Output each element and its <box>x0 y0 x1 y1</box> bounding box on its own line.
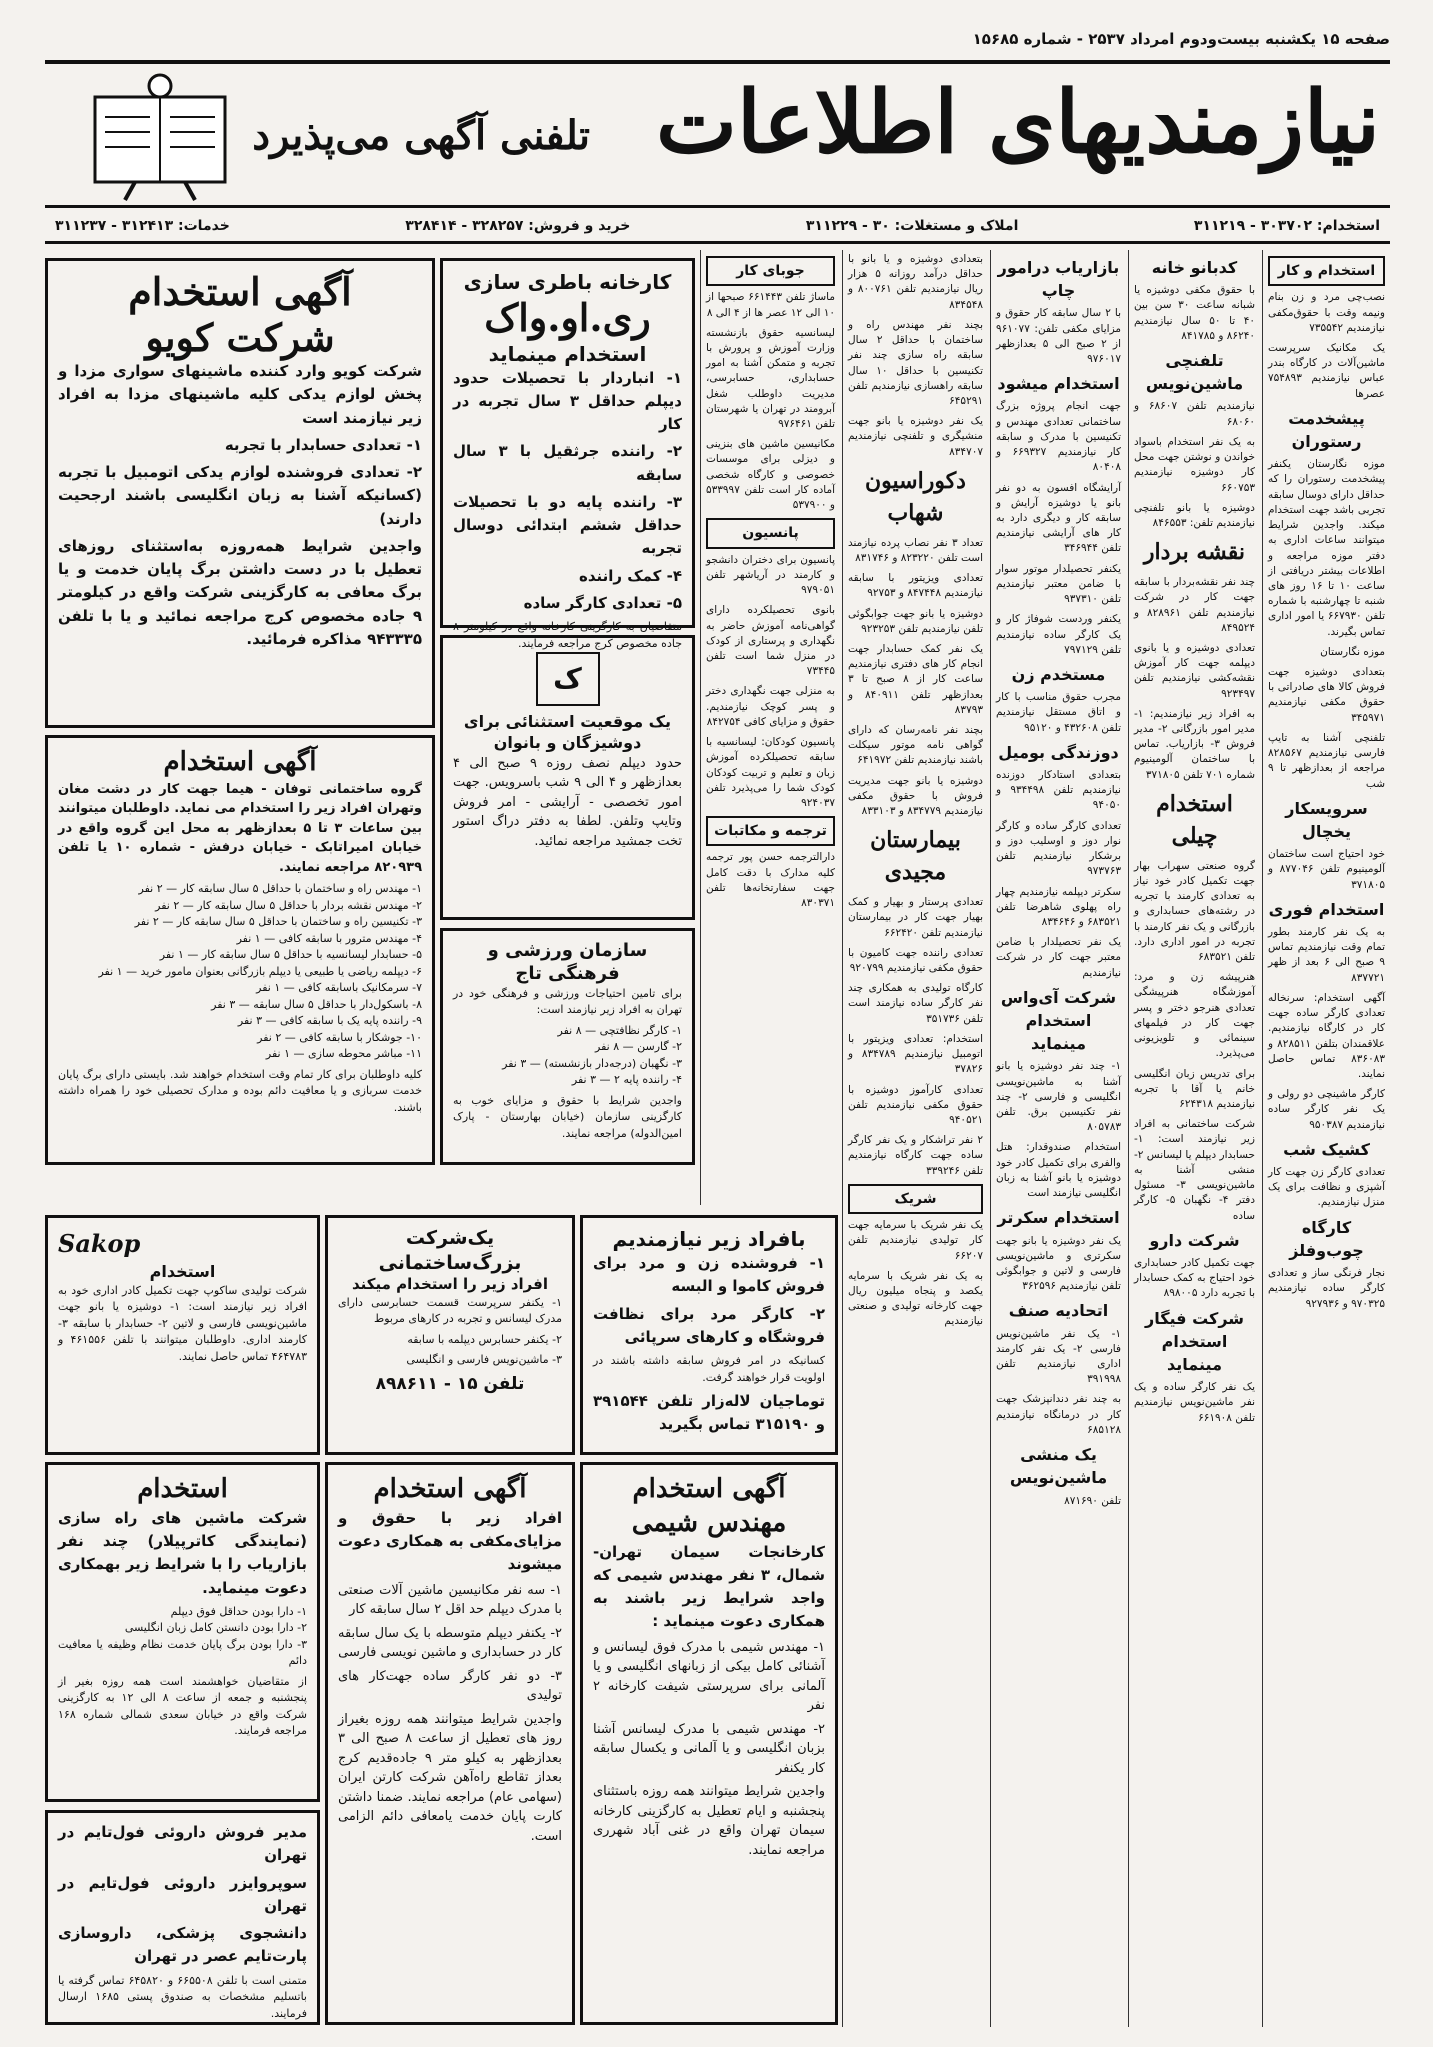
ad-line: ۲- مهندس نقشه بردار با حداقل ۵ سال سابقه کار — ۲ نفر <box>155 898 422 912</box>
classified-heading: تلفنچی ماشین‌نویس <box>1145 351 1244 394</box>
classified-item: تعدادی ویزیتور با سابقه نیازمندیم ۸۴۷۴۴۸ و ۹۲۷۵۳ <box>848 572 983 600</box>
classified-item: بانوی تحصیلکرده دارای گواهی‌نامه آموزش حاضر به نگهداری و پرستاری از کودک در منزل شما است تلفن ۷۳۴۴۵ <box>706 604 835 678</box>
classified-heading: کارگاه چوب‌وفلز <box>1289 1217 1364 1260</box>
ad-line: ۱- کارگر نظافتچی — ۸ نفر <box>557 1023 682 1037</box>
classified-item: کارگر ماشینچی دو رولی و یک نفر کارگر ساده نیازمندیم ۹۵۰۳۸۷ <box>1268 1088 1385 1131</box>
ad-line: ۲- راننده جرثقیل با ۳ سال سابقه <box>453 442 682 484</box>
classified-item: مجرب حقوق مناسب با کار و اتاق مستقل نیازمندیم تلفن ۴۳۲۶۰۸ و ۹۵۱۲۰ <box>996 691 1121 734</box>
ad-line: ۱- دارا بودن حداقل فوق دیپلم <box>170 1604 307 1618</box>
ad-phone: توماجیان لاله‌زار تلفن ۳۹۱۵۴۴ و ۳۱۵۱۹۰ تماس بگیرید <box>593 1392 825 1434</box>
classified-heading: بیمارستان مجیدی <box>870 827 961 886</box>
ad-title: یک‌شرکت بزرگ‌ساختمانی <box>378 1227 522 1274</box>
ad-line: ۱- مهندس شیمی با مدرک فوق لیسانس و آشنائی کامل بیکی از زبانهای انگلیسی و یا آلمانی برای سرپرستی شیفت کارخانه ۲ نفر <box>593 1639 825 1714</box>
classified-item: بتعدادی استادکار دوزنده نیازمندیم تلفن ۹۳۴۴۹۸ و ۹۴۰۵۰ <box>996 768 1121 812</box>
classified-item: موزه نگارستان <box>1320 645 1385 658</box>
issue-line: صفحه ۱۵ یکشنبه بیست‌ودوم امرداد ۲۵۳۷ - شماره ۱۵۶۸۵ <box>972 30 1390 48</box>
ad-note: از متقاضیان خواهشمند است همه روزه بغیر از پنجشنبه و جمعه از ساعت ۸ الی ۱۲ به کارگزینی شرکت واقع در خیابان سعدی شمالی شماره ۱۶۸ مراجعه فرمایند. <box>58 1674 307 1738</box>
classified-item: ۱- چند نفر دوشیزه یا بانو آشنا به ماشین‌نویسی انگلیسی و فارسی ۲- چند نفر تکنیسین برق. تلفن ۸۰۵۷۸۳ <box>996 1060 1121 1134</box>
section-partner: شریک <box>848 1184 983 1214</box>
section-employment: استخدام و کار <box>1268 256 1385 286</box>
classified-item: یک نفر دوشیزه یا بانو جهت منشیگری و تلفنچی نیازمندیم ۸۳۴۷۰۷ <box>848 415 983 458</box>
classified-heading: نقشه بردار <box>1143 539 1246 566</box>
ad-line: ۵- حسابدار لیسانسیه با حداقل ۵ سال سابقه کار — ۱ نفر <box>159 948 422 962</box>
classified-item: آگهی استخدام: سرنخاله تعدادی کارگر ساده جهت کار در کارگاه نیازمندیم. علاقمندان بتلفن ۸۲۸۵۱۱ و ۸۳۶۰۸۳ تماس حاصل نمایند. <box>1268 991 1385 1080</box>
classified-item: موزه نگارستان یکنفر پیشخدمت رستوران را که حداقل دارای دوسال سابقه تجربی باشد جهت استخدام میکند. واجدین شرایط میتوانند ساعات اداری به دفتر موزه مراجعه و اطلاعات بیشتر دریافتی از ساعت ۱۰ تا ۱۶ روز های شنبه تا چهارشنبه با شماره تلفن ۶۶۷۹۳۰ یا امور اداری تماس بگیرند. <box>1268 458 1386 638</box>
classified-item: ماساژ تلفن ۶۶۱۴۴۳ صبحها از ۱۰ الی ۱۲ عصر ها از ۴ الی ۸ <box>706 291 835 319</box>
dasco-logo: ک <box>536 652 600 706</box>
classified-item: پانسیون برای دختران دانشجو و کارمند در آریاشهر تلفن ۹۷۹۰۵۱ <box>706 553 835 597</box>
classified-item: نجار فرنگی ساز و تعدادی کارگر ساده نیازمندیم ۹۷۰۳۲۵ و ۹۲۷۹۳۶ <box>1268 1267 1385 1310</box>
ad-sakop <box>45 1215 320 1455</box>
classified-item: به یک نفر استخدام باسواد خواندن و نوشتن جهت محل کار دوشیزه نیازمندیم ۶۶۰۷۵۳ <box>1134 435 1255 494</box>
ad-line: دانشجوی پزشکی، داروسازی پارت‌تایم عصر در تهران <box>58 1924 307 1966</box>
classified-item: ۱- یک نفر ماشین‌نویس فارسی ۲- یک نفر کارمند اداری نیازمندیم تلفن ۳۹۱۹۹۸ <box>996 1327 1121 1386</box>
classified-item: چند نفر نقشه‌بردار با سابقه جهت کار در شرکت نیازمندیم تلفن ۸۲۸۹۶۱ و ۸۴۹۵۲۴ <box>1134 576 1255 634</box>
phone-realestate: املاک و مستغلات: ۳۰ - ۳۱۱۲۲۹ <box>805 217 1019 234</box>
classified-item: استخدام صندوقدار: هتل والفری برای تکمیل کادر خود دوشیزه یا بانو آشنا به زبان انگلیسی نیازمند است <box>996 1141 1121 1200</box>
classified-item: استخدام: تعدادی ویزیتور با اتومبیل نیازمندیم ۸۳۴۷۸۹ و ۳۷۸۲۶ <box>848 1032 983 1076</box>
ad-line: مدیر فروش داروئی فول‌تایم در تهران <box>58 1823 307 1865</box>
classified-item: تعداد ۳ نفر نصاب پرده نیازمند است تلفن ۸۲۳۲۲۰ و ۸۳۱۷۴۶ <box>848 536 983 564</box>
classified-heading: استخدام سکرتر <box>997 1208 1120 1228</box>
ad-subtitle: استخدام مینماید <box>488 341 647 366</box>
ad-line: ۱۰- جوشکار با سابقه کافی — ۲ نفر <box>257 1030 422 1044</box>
classified-heading: اتحادیه صنف <box>1008 1301 1109 1321</box>
classified-column-2 <box>1128 250 1260 2027</box>
ad-line: سوپروایزر داروئی فول‌تایم در تهران <box>58 1873 307 1915</box>
ad-line: ۳- تکنیسین راه و ساختمان با حداقل ۵ سال سابقه کار — ۲ نفر <box>134 915 422 929</box>
classified-heading: شرکت دارو <box>1149 1230 1240 1250</box>
classified-heading: شرکت فیگار استخدام مینماید <box>1144 1308 1245 1374</box>
classified-item: نیازمندیم تلفن ۶۸۶۰۷ و ۶۸۰۶۰ <box>1134 400 1255 428</box>
section-translation: ترجمه و مکاتبات <box>706 816 835 846</box>
ad-title: آگهی استخدام <box>373 1474 527 1504</box>
ad-title: آگهی استخدام <box>128 269 352 314</box>
ad-line: ۲- کارگر مرد برای نظافت فروشگاه و کارهای سرپائی <box>593 1304 825 1346</box>
ad-line: ۳- دو نفر کارگر ساده جهت‌کار های تولیدی <box>338 1668 562 1704</box>
classified-item: جهت تکمیل کادر حسابداری خود احتیاج به کمک حسابدار با تجربه دارد ۸۹۸۰۰۵ <box>1134 1256 1255 1300</box>
classified-item: پانسیون کودکان: لیسانسیه با سابقه تحصیلکرده آموزش زبان و تعلیم و تربیت کودکان کودک شما را می‌پذیرد تلفن ۹۲۴۰۳۷ <box>706 736 835 809</box>
classified-heading: استخدام میشود <box>997 374 1120 394</box>
ad-line: ۱- تعدادی حسابدار با تجربه <box>224 435 422 454</box>
classified-item: برای تدریس زبان انگلیسی خانم یا آقا با تجربه نیازمندیم ۶۲۴۳۱۸ <box>1134 1067 1255 1110</box>
sakop-logo: Sakop <box>58 1229 141 1258</box>
masthead-subtitle: تلفنی آگهی می‌پذیرد <box>252 112 590 159</box>
section-boarding: پانسیون <box>706 518 835 548</box>
classified-item: کارگاه تولیدی به همکاری چند نفر کارگر ساده نیازمند است تلفن ۳۵۱۷۳۶ <box>848 982 983 1025</box>
classified-item: شرکت ساختمانی به افراد زیر نیازمند است: ۱- حسابدار دیپلم یا لیسانس ۲- منشی آشنا به ماشین‌نویسی ۳- مسئول دفتر ۴- نگهبان ۵- کارگر ساده <box>1134 1118 1256 1222</box>
ad-dasco <box>440 635 695 920</box>
ad-note: واجدین شرایط همه‌روزه به‌استثنای روزهای تعطیل با در دست داشتن برگ پایان خدمت و یا برگ معافی به کارگزینی شرکت واقع در کیلومتر ۹ جاده مخصوص کرج مراجعه نمائید و یا با تلفن ۹۴۳۳۳۵ مذاکره فرمائید. <box>58 536 422 648</box>
ad-taj <box>440 928 695 1165</box>
ad-line: ۲- دارا بودن دانستن کامل زبان انگلیسی <box>124 1621 307 1635</box>
classified-item: با حقوق مکفی دوشیزه یا شبانه ساعت ۳۰ سن بین ۴۰ تا ۵۰ سال نیازمندیم ۸۶۲۴۰ و ۸۴۱۷۸۵ <box>1134 284 1255 342</box>
classified-item: تلفنچی آشنا به تایپ فارسی نیازمندیم ۸۲۸۵۶۷ مراجعه از بعدازظهر تا ۹ شب <box>1268 731 1385 790</box>
ad-note: کسانیکه در امر فروش سابقه داشته باشند در اولویت قرار خواهند گرفت. <box>593 1354 825 1384</box>
ad-subtitle: مهندس شیمی <box>631 1507 787 1538</box>
classified-item: لیسانسیه حقوق بازنشسته وزارت آموزش و پرورش با تجربه و متمکن آشنا به امور حسابداری، حسابرسی، مدیریت داوطلب شغل آبرومند در تهران یا شهرستان تلفن ۹۷۶۴۶۱ <box>706 326 835 431</box>
ad-line: ۲- یکنفر حسابرس دیپلمه با سابقه <box>407 1332 562 1346</box>
phone-services: خدمات: ۳۱۲۴۱۳ - ۳۱۱۲۳۷ <box>55 217 230 234</box>
classified-item: خود احتیاج است ساختمان آلومینیوم تلفن ۸۷۷۰۴۶ و ۳۷۱۸۰۵ <box>1268 848 1385 891</box>
classified-heading: سرویسکار یخچال <box>1285 798 1368 841</box>
ad-road-machinery <box>45 1462 320 1802</box>
ad-body: حدود دیپلم نصف روزه ۹ صبح الی ۴ بعدازظهر و ۴ الی ۹ شب باسرویس. جهت امور تخصصی - آرایشی - امر فروش وتایپ وتلفن. لطفا به دفتر دراگ استور تخت جمشید مراجعه نمائید. <box>453 755 682 849</box>
ad-note: واجدین شرایط با حقوق و مزایای خوب به کارگزینی سازمان (خیابان بهارستان - پارک امین‌الدوله) مراجعه نمایند. <box>453 1093 682 1140</box>
classified-item: یکنفر تحصیلدار موتور سوار با ضامن معتبر نیازمندیم تلفن ۹۳۷۳۱۰ <box>996 562 1121 606</box>
classified-heading: کدبانو خانه <box>1151 258 1238 277</box>
ad-title: کارخانه باطری سازی <box>463 270 672 294</box>
classified-item: تعدادی راننده جهت کامیون با حقوق مکفی نیازمندیم ۹۲۰۷۹۹ <box>848 946 983 974</box>
newspaper-reader-illustration <box>65 72 255 202</box>
ad-line: ۸- باسکول‌دار با حداقل ۵ سال سابقه — ۳ نفر <box>211 997 422 1011</box>
classified-item: تلفن ۸۷۱۶۹۰ <box>1064 1494 1121 1507</box>
classified-item: یکنفر وردست شوفاژ کار و یک کارگر ساده نیازمندیم تلفن ۷۹۷۱۲۹ <box>996 613 1121 656</box>
ad-title: استخدام <box>137 1474 228 1504</box>
ad-toufan <box>45 735 435 1165</box>
classified-heading: یک منشی ماشین‌نویس <box>1009 1445 1108 1488</box>
classified-item: سکرتر دیپلمه نیازمندیم چهار راه پهلوی شاهرضا تلفن ۶۸۳۵۲۱ و ۸۳۴۶۴۶ <box>996 885 1121 928</box>
ad-line: ۶- دیپلمه ریاضی یا طبیعی یا دیپلم بازرگانی بعنوان مامور خرید — ۱ نفر <box>98 964 422 978</box>
ad-line: ۲- گارسن — ۸ نفر <box>595 1040 682 1054</box>
ad-line: ۱- یکنفر سرپرست قسمت حسابرسی دارای مدرک لیسانس و تجربه در کارهای مربوط <box>338 1295 562 1326</box>
classified-item: تعدادی کارگر زن جهت کار آشپزی و نظافت برای یک منزل نیازمندیم. <box>1268 1166 1385 1209</box>
ad-line: ۲- مهندس شیمی با مدرک لیسانس آشنا بزبان انگلیسی و یا آلمانی و یکسال سابقه کار یکنفر <box>593 1721 825 1776</box>
ad-koyo <box>45 258 435 728</box>
ad-phone: تلفن ۱۵ - ۸۹۸۶۱۱ <box>375 1373 525 1394</box>
classified-item: با ۲ سال سابقه کار حقوق و مزایای مکفی تلفن: ۹۶۱۰۷۷ از ۲ صبح الی ۵ بعدازظهر ۹۷۶۰۱۷ <box>996 307 1122 366</box>
classified-heading: بازاریاب درامور چاپ <box>997 258 1120 301</box>
ad-subtitle: افراد زیر با حقوق و مزایای‌مکفی به همکاری دعوت میشوند <box>338 1508 562 1574</box>
ad-note: متمنی است با تلفن ۶۶۵۵۰۸ و ۶۴۵۸۲۰ تماس گرفته یا باتسلیم مشخصات به صندوق پستی ۱۶۸۵ ارسال فرمایند. <box>58 1973 307 2020</box>
classified-item: مکانیسین ماشین های بنزینی و دیزلی برای موسسات خصوصی و کارگاه شخصی آماده کار است تلفن ۵۳۳۹۹۷ و ۵۳۷۹۰۰ <box>706 438 835 512</box>
classified-item: بچند نفر نامه‌رسان که دارای گواهی نامه موتور سیکلت باشند نیازمندیم تلفن ۶۴۱۹۷۲ <box>848 724 983 767</box>
masthead <box>45 60 1390 208</box>
ad-intro: گروه ساختمانی توفان - هیما جهت کار در دشت مغان وتهران افراد زیر را استخدام می نماید. داوطلبان میتوانند بین ساعات ۳ تا ۵ بعدازظهر به محل این گروه واقع در خیابان امیراتابک - خیابان درفش - شماره ۱۰ یا تلفن ۸۲۰۹۳۹ مراجعه نمایند. <box>58 781 422 875</box>
classified-item: به منزلی جهت نگهداری دختر و پسر کوچک نیازمندیم. حقوق و مزایای کافی ۸۴۲۷۵۴ <box>706 685 835 728</box>
classified-item: تعدادی دوشیزه و یا بانوی دیپلمه جهت کار آموزش نقشه‌کشی نیازمندیم تلفن ۹۲۳۴۹۷ <box>1134 641 1255 700</box>
ad-line: ۱- سه نفر مکانیسین ماشین آلات صنعتی با مدرک دیپلم حد اقل ۲ سال سابقه کار <box>338 1582 562 1618</box>
section-job-seekers: جوبای کار <box>706 256 835 286</box>
ad-note: کلیه داوطلبان برای کار تمام وقت استخدام خواهند شد. بایستی دارای برگ پایان خدمت سربازی و یا معافیت دائم بوده و مدارک تحصیلی خود را همراه داشته باشند. <box>58 1067 422 1114</box>
classified-item: هنرپیشه زن و مرد: آموزشگاه هنرپیشگی تعدادی هنرجو دختر و پسر جهت کار در فیلمهای سینمائی و تلویزیونی می‌پذیرد. <box>1134 971 1255 1060</box>
classified-item: نصب‌چی مرد و زن بنام ونیمه وقت با حقوق‌مکفی نیازمندیم ۷۳۵۵۴۲ <box>1268 291 1385 334</box>
ad-line: ۱۱- مباشر محوطه سازی — ۱ نفر <box>265 1047 422 1061</box>
ad-title: آگهی استخدام <box>163 747 317 777</box>
classified-heading: استخدام چیلی <box>1156 790 1233 849</box>
classified-item: آرایشگاه افسون به دو نفر بانو یا دوشیزه آرایش و سابقه کار و دیگری دارد به کار های آرایشی نیازمندیم تلفن ۳۴۶۹۴۴ <box>996 481 1121 555</box>
classified-item: تعدادی کارآموز دوشیزه با حقوق مکفی نیازمندیم تلفن ۹۴۰۵۲۱ <box>848 1083 983 1126</box>
classified-heading: دوزندگی بومیل <box>998 742 1119 762</box>
classified-item: بتعدادی دوشیزه جهت فروش کالا های صادراتی با حقوق مکفی نیازمندیم ۳۴۵۹۷۱ <box>1268 666 1385 724</box>
classified-item: یک نفر شریک با سرمایه جهت کار تولیدی نیازمندیم تلفن ۶۶۲۰۷ <box>848 1219 983 1262</box>
ad-intro: برای تامین احتیاجات ورزشی و فرهنگی خود در تهران به افراد زیر نیازمند است: <box>453 986 682 1017</box>
ad-subtitle: افراد زیر را استخدام میکند <box>352 1275 548 1294</box>
classified-item: به افراد زیر نیازمندیم: ۱- مدیر امور بازرگانی ۲- مدیر فروش ۳- بازاریاب. تماس با ساختمان آلومینیوم شماره ۷۰۱ تلفن ۳۷۱۸۰۵ <box>1134 707 1256 781</box>
ad-note: متقاضیان به کارگزینی کارخانه واقع در کیلومتر ۸ جاده مخصوص کرج مراجعه فرمایند. <box>453 620 682 650</box>
ad-line: ۳- دارا بودن برگ پایان خدمت نظام وظیفه یا معافیت دائم <box>58 1637 307 1668</box>
ad-company: شرکت کویو <box>145 314 335 360</box>
phone-bar <box>45 210 1390 244</box>
ad-intro: شرکت کویو وارد کننده ماشینهای سواری مزدا و پخش لوازم یدکی کلیه ماشینهای مزدا به افراد زیر نیازمند است <box>58 362 422 427</box>
classified-item: به یک نفر کارمند بطور تمام وقت نیازمندیم تماس ۹ صبح الی ۶ بعد از ظهر ۸۳۷۷۲۱ <box>1268 926 1385 984</box>
classified-column-3 <box>990 250 1126 2027</box>
ad-title: آگهی استخدام <box>632 1474 786 1504</box>
ad-building-company <box>325 1215 575 1455</box>
classified-item: دوشیزه یا بانو جهت جوابگوئی تلفن نیازمندیم تلفن ۹۲۳۲۵۳ <box>848 607 983 635</box>
classified-item: دارالترجمه حسن پور ترجمه کلیه مدارک با دقت کامل جهت سفارتخانه‌ها تلفن ۸۳۰۳۷۱ <box>706 851 835 910</box>
ad-body: شرکت تولیدی ساکوپ جهت تکمیل کادر اداری خود به افراد زیر نیازمند است: ۱- دوشیزه یا بانو جهت ماشین‌نویسی فارسی و لاتین ۲- حسابدار با سابقه ۳- کارمند اداری. داوطلبان میتوانند با تلفن ۴۶۱۵۵۶ و ۴۶۴۷۸۳ تماس حاصل نمایند. <box>58 1283 308 1363</box>
classified-heading: پیشخدمت رستوران <box>1288 408 1365 452</box>
classified-item: به چند نفر دندانپزشک جهت کار در درمانگاه نیازمندیم ۶۸۵۱۲۸ <box>996 1393 1121 1436</box>
ad-note: واجدین شرایط میتوانند همه روزه باستثنای پنجشنبه و ایام تعطیل به کارگزینی کارخانه سیمان تهران واقع در غنی آباد شهرری مراجعه نمایند. <box>593 1784 825 1858</box>
masthead-title: نیازمندیهای اطلاعات <box>656 72 1380 173</box>
ad-title: بافراد زیر نیازمندیم <box>612 1227 806 1251</box>
ad-intro: کارخانجات سیمان تهران-شمال، ۳ نفر مهندس شیمی که واجد شرایط زیر باشند به همکاری دعوت مینماید : <box>593 1542 826 1631</box>
classified-item: به یک نفر شریک با سرمایه یکصد و پنجاه میلیون ریال جهت کارخانه تولیدی و صنعتی نیازمندیم <box>848 1269 983 1328</box>
classified-item: دوشیزه یا بانو تلفنچی نیازمندیم تلفن: ۸۴۶۵۵۳ <box>1134 501 1255 529</box>
ad-line: ۲- تعدادی فروشنده لوازم یدکی اتومبیل با تجربه (کسانیکه آشنا به زبان انگلیسی باشند ارجحیت دارند) <box>58 463 422 528</box>
classified-item: بتعدادی دوشیزه و یا بانو با حداقل درآمد روزانه ۵ هزار ریال نیازمندیم تلفن ۸۰۰۷۶۱ و ۸۳۴۵۴۸ <box>848 253 983 311</box>
classified-heading: دکوراسیون شهاب <box>865 467 966 526</box>
classified-item: جهت انجام پروژه بزرگ ساختمانی تعدادی مهندس و تکنیسین با مدرک و سابقه کار نیازمندیم ۶۶۹۳۲۷ و ۸۰۴۰۸ <box>996 400 1121 474</box>
ad-clothing-store <box>580 1215 838 1455</box>
classified-item: یک نفر کارگر ساده و یک نفر ماشین‌نویس نیازمندیم تلفن ۶۶۱۹۰۸ <box>1134 1381 1255 1424</box>
phone-employment: استخدام: ۳۰۳۷۰۲ - ۳۱۱۲۱۹ <box>1193 217 1380 234</box>
classified-item: ۲ نفر تراشکار و یک نفر کارگر ساده جهت کارگاه نیازمندیم تلفن ۳۳۹۲۴۶ <box>848 1134 983 1177</box>
ad-line: ۱- فروشنده زن و مرد برای فروش کاموا و البسه <box>593 1254 825 1296</box>
ad-title: سازمان ورزشی و فرهنگی تاج <box>487 940 648 985</box>
ad-battery-factory <box>440 258 695 650</box>
classified-item: بچند نفر مهندس راه و ساختمان با حداقل ۲ سال سابقه راه سازی چند نفر تکنیسین با حداقل ۱۰ سال سابقه راهسازی نیازمندیم تلفن ۶۴۵۲۹۱ <box>848 318 983 407</box>
classified-heading: کشیک شب <box>1283 1139 1370 1159</box>
ad-pharma-sales <box>45 1810 320 2025</box>
classified-item: گروه صنعتی سهراب بهار جهت تکمیل کادر خود نیاز به تعدادی کارمند با تجربه در رشته‌های حسابداری و بازرگانی و یک نفر کارمند با تجربه در امور اداری دارد. تلفن ۶۸۳۵۲۱ <box>1134 859 1255 964</box>
ad-line: ۳- راننده پایه دو با تحصیلات حداقل ششم ابتدائی دوسال تجربه <box>453 492 682 558</box>
classified-item: یک نفر کمک حسابدار جهت انجام کار های دفتری نیازمندیم ساعت کار از ۸ صبح تا ۳ بعدازظهر تلفن ۸۴۰۹۱۱ و ۸۳۷۹۳ <box>848 642 983 716</box>
ad-line: ۴- راننده پایه ۲ — ۳ نفر <box>571 1073 682 1087</box>
ad-line: ۴- مهندس مترور با سابقه کافی — ۱ نفر <box>236 931 422 945</box>
ad-line: ۵- تعدادی کارگر ساده <box>523 593 682 612</box>
ad-note: واجدین شرایط میتوانند همه روزه بغیراز روز های تعطیل از ساعت ۸ صبح الی ۳ بعدازظهر به کیلو متر ۹ جاده‌قدیم کرج بعداز تقاطع راه‌آهن شرکت کارتن ایران (سهامی عام) مراجعه نمایند. ضمنا داشتن کارت پایان خدمت یامعافی دائم الزامی است. <box>338 1711 562 1844</box>
classified-item: دوشیزه یا بانو جهت مدیریت فروش با حقوق مکفی نیازمندیم ۸۳۴۷۷۹ و ۸۳۳۱۰۳ <box>848 774 983 818</box>
phone-trade: خرید و فروش: ۳۲۸۲۵۷ - ۳۲۸۴۱۴ <box>405 217 631 234</box>
ad-line: ۱- انباردار با تحصیلات حدود دیپلم حداقل ۳ سال تجربه در کار <box>453 368 682 434</box>
classified-item: یک نفر دوشیزه یا بانو جهت سکرتری و ماشین‌نویسی فارسی و لاتین و جوابگوئی تلفن نیازمندیم ۳۶۲۵۹۶ <box>996 1234 1121 1293</box>
classified-heading: استخدام فوری <box>1268 899 1385 919</box>
classified-item: یک نفر تحصیلدار با ضامن معتبر جهت کار در شرکت نیازمندیم <box>996 936 1121 979</box>
classified-item: یک مکانیک سرپرست ماشین‌آلات در کارگاه بندر عباس نیازمندیم ۷۵۴۸۹۳ عصرها <box>1268 341 1385 400</box>
ad-carton-company <box>325 1462 575 2025</box>
classified-item: تعدادی کارگر ساده و کارگر نوار دوز و اوسلیب دوز و برشکار نیازمندیم تلفن ۹۷۳۷۶۳ <box>996 819 1121 878</box>
ad-line: ۳- ماشین‌نویس فارسی و انگلیسی <box>406 1353 562 1367</box>
ad-line: ۲- یکنفر دیپلم متوسطه با یک سال سابقه کار در حسابداری و ماشین نویسی فارسی <box>338 1625 562 1661</box>
ad-company: ری.او.واک <box>484 295 651 340</box>
ad-intro: شرکت ماشین های راه سازی (نمایندگی کاترپیلار) چند نفر بازاریاب را با شرایط زیر بهمکاری دعوت مینماید. <box>58 1508 307 1597</box>
classified-item: تعدادی پرستار و بهیار و کمک بهیار جهت کار در بیمارستان نیازمندیم تلفن ۶۶۲۴۲۰ <box>848 896 983 939</box>
ad-line: ۹- راننده پایه یک با سابقه کافی — ۳ نفر <box>237 1014 422 1028</box>
ad-line: ۳- نگهبان (درجه‌دار بازنشسته) — ۳ نفر <box>502 1056 682 1070</box>
ad-line: ۴- کمک راننده <box>578 566 682 585</box>
ad-title: یک موقعیت استثنائی برای دوشیزگان و بانوان <box>463 712 672 752</box>
classified-column-5 <box>700 250 840 1205</box>
classified-heading: مستخدم زن <box>1011 664 1106 684</box>
ad-chemical-engineer <box>580 1462 838 2025</box>
ad-line: ۷- سرمکانیک باسابقه کافی — ۱ نفر <box>256 981 422 995</box>
ad-line: ۱- مهندس راه و ساختمان با حداقل ۵ سال سابقه کار — ۲ نفر <box>138 882 422 896</box>
classified-column-4 <box>842 250 988 2027</box>
classified-heading: شرکت آی‌واس استخدام مینماید <box>1000 987 1117 1054</box>
classified-column-1 <box>1262 250 1390 2027</box>
ad-title: استخدام <box>149 1262 216 1281</box>
